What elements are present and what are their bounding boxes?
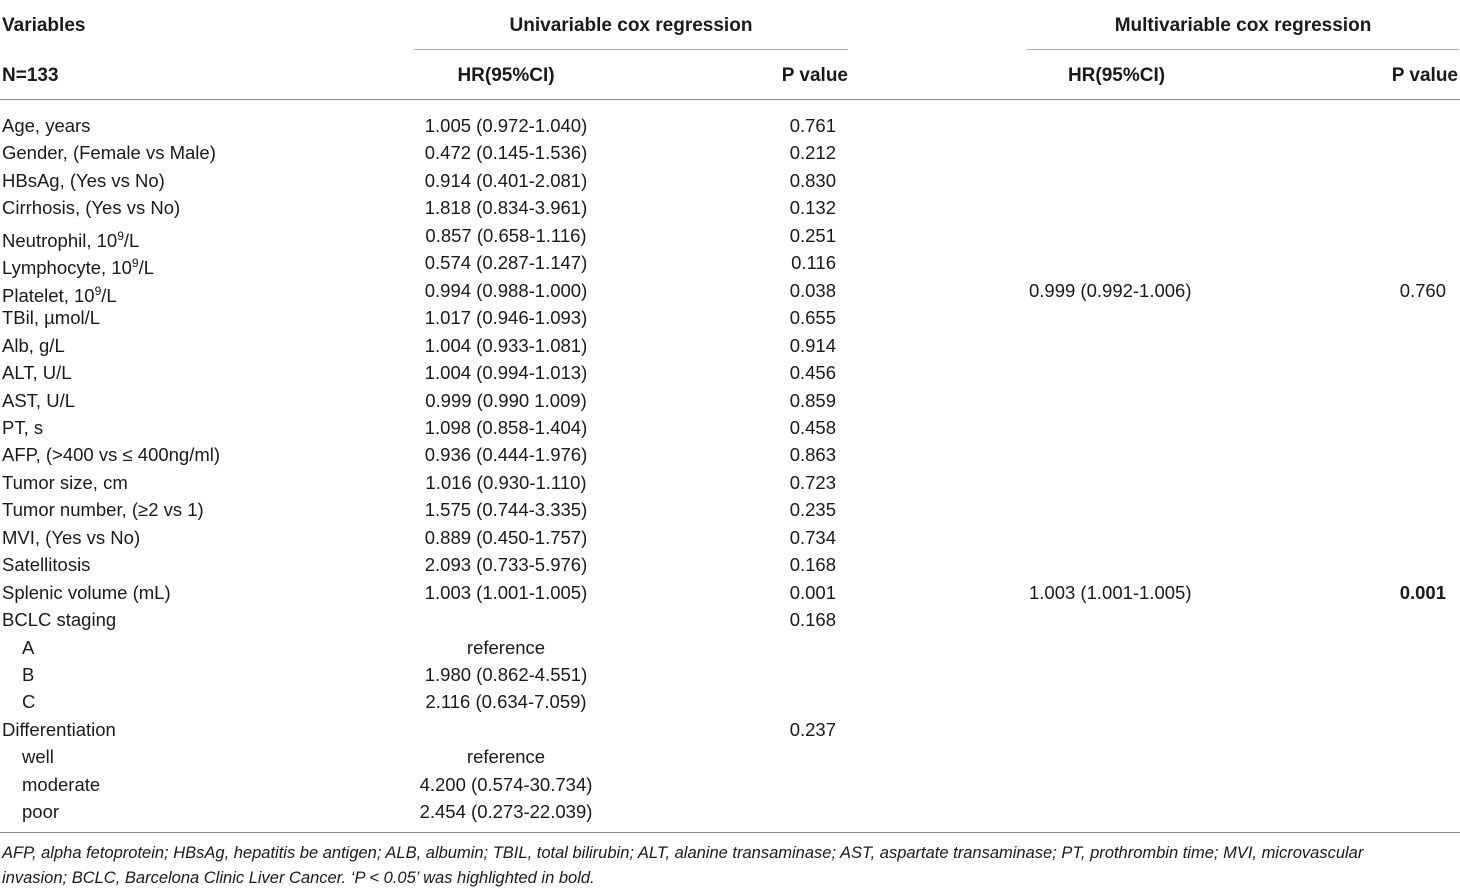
row-variable: PT, s — [2, 417, 44, 438]
row-variable: AFP, (>400 vs ≤ 400ng/ml) — [2, 444, 221, 465]
row-univariable-hr: 0.889 (0.450-1.757) — [424, 527, 588, 548]
row-univariable-hr: 0.914 (0.401-2.081) — [424, 170, 588, 191]
row-variable: Cirrhosis, (Yes vs No) — [2, 197, 181, 218]
row-variable: B — [22, 664, 35, 685]
row-variable: Satellitosis — [2, 554, 91, 575]
row-univariable-p: 0.038 — [789, 280, 836, 301]
row-univariable-hr: 0.857 (0.658-1.116) — [425, 225, 587, 246]
header-uni-p: P value — [781, 65, 848, 86]
row-univariable-p: 0.116 — [791, 252, 836, 273]
row-univariable-p: 0.235 — [789, 499, 836, 520]
row-variable: MVI, (Yes vs No) — [2, 527, 141, 548]
multivariable-underline — [1027, 49, 1459, 50]
header-multivariable: Multivariable cox regression — [1114, 15, 1372, 36]
row-univariable-p: 0.001 — [789, 582, 836, 603]
row-univariable-p: 0.458 — [789, 417, 836, 438]
row-variable: HBsAg, (Yes vs No) — [2, 170, 165, 191]
row-univariable-p: 0.723 — [789, 472, 836, 493]
row-variable: Alb, g/L — [2, 335, 65, 356]
header-variables: Variables — [2, 15, 86, 36]
row-univariable-hr: 1.016 (0.930-1.110) — [425, 472, 587, 493]
row-univariable-p: 0.132 — [789, 197, 836, 218]
row-variable: Tumor number, (≥2 vs 1) — [2, 499, 204, 520]
row-univariable-hr: 1.098 (0.858-1.404) — [424, 417, 588, 438]
row-univariable-hr: 0.936 (0.444-1.976) — [424, 444, 588, 465]
row-univariable-hr: 2.116 (0.634-7.059) — [425, 691, 587, 712]
row-univariable-p: 0.863 — [789, 444, 836, 465]
row-multivariable-hr: 0.999 (0.992-1.006) — [1029, 280, 1192, 301]
row-univariable-p: 0.212 — [789, 142, 836, 163]
row-variable: A — [22, 637, 35, 658]
row-variable: Tumor size, cm — [2, 472, 128, 493]
row-variable: Platelet, $10^9/L$ — [2, 284, 117, 307]
row-univariable-p: 0.914 — [789, 335, 836, 356]
header-univariable: Univariable cox regression — [509, 15, 753, 36]
row-variable: moderate — [22, 774, 101, 795]
row-variable: Age, years — [2, 115, 91, 136]
header-multi-p: P value — [1391, 65, 1458, 86]
row-univariable-hr: 0.472 (0.145-1.536) — [424, 142, 588, 163]
row-variable: Gender, (Female vs Male) — [2, 142, 216, 163]
row-univariable-hr: 1.004 (0.933-1.081) — [424, 335, 588, 356]
row-variable: C — [22, 691, 36, 712]
row-univariable-p: 0.761 — [789, 115, 836, 136]
row-univariable-p: 0.456 — [789, 362, 836, 383]
row-variable: ALT, U/L — [2, 362, 72, 383]
row-univariable-p: 0.830 — [789, 170, 836, 191]
row-univariable-p: 0.237 — [789, 719, 836, 740]
row-variable: poor — [22, 801, 60, 822]
row-univariable-hr: 0.994 (0.988-1.000) — [424, 280, 588, 301]
row-univariable-p: 0.734 — [789, 527, 836, 548]
row-multivariable-p: 0.760 — [1399, 280, 1446, 301]
row-univariable-hr: 1.004 (0.994-1.013) — [424, 362, 588, 383]
row-univariable-hr: reference — [466, 746, 546, 767]
row-univariable-hr: 2.093 (0.733-5.976) — [424, 554, 588, 575]
row-variable: BCLC staging — [2, 609, 117, 630]
row-univariable-hr: reference — [466, 637, 546, 658]
row-univariable-hr: 2.454 (0.273-22.039) — [419, 801, 593, 822]
row-univariable-hr: 0.574 (0.287-1.147) — [424, 252, 588, 273]
footnote-line-2: invasion; BCLC, Barcelona Clinic Liver Cancer. ‘P < 0.05’ was highlighted in bold. — [2, 869, 595, 887]
row-univariable-hr: 1.980 (0.862-4.551) — [424, 664, 588, 685]
row-univariable-hr: 0.999 (0.990 1.009) — [425, 390, 587, 411]
row-variable: Differentiation — [2, 719, 116, 740]
header-n: N=133 — [2, 65, 59, 86]
row-univariable-hr: 1.003 (1.001-1.005) — [424, 582, 588, 603]
row-univariable-hr: 1.575 (0.744-3.335) — [424, 499, 588, 520]
row-variable: well — [22, 746, 54, 767]
table-bottom-rule — [0, 832, 1460, 833]
row-univariable-p: 0.859 — [789, 390, 836, 411]
row-univariable-hr: 4.200 (0.574-30.734) — [419, 774, 593, 795]
header-multi-hr: HR(95%CI) — [1067, 65, 1166, 86]
footnote-line-1: AFP, alpha fetoprotein; HBsAg, hepatitis be antigen; ALB, albumin; TBIL, total bilirubin; ALT, alanine transaminase; AST, aspartate transaminase; PT, prothrombin time; MVI, microvascular — [2, 844, 1364, 862]
header-uni-hr: HR(95%CI) — [457, 65, 555, 86]
row-variable: Lymphocyte, $10^9/L$ — [2, 256, 155, 279]
row-univariable-hr: 1.005 (0.972-1.040) — [424, 115, 588, 136]
univariable-underline — [414, 49, 848, 50]
row-univariable-hr: 1.818 (0.834-3.961) — [424, 197, 588, 218]
header-bottom-rule — [0, 99, 1460, 100]
row-univariable-p: 0.168 — [789, 609, 836, 630]
row-univariable-hr: 1.017 (0.946-1.093) — [424, 307, 588, 328]
row-multivariable-p: 0.001 — [1399, 582, 1446, 603]
row-univariable-p: 0.168 — [789, 554, 836, 575]
row-univariable-p: 0.655 — [789, 307, 836, 328]
row-variable: Neutrophil, $10^9/L$ — [2, 229, 140, 252]
row-variable: TBil, µmol/L — [2, 307, 101, 328]
footnote — [2, 841, 1458, 891]
row-multivariable-hr: 1.003 (1.001-1.005) — [1029, 582, 1192, 603]
row-variable: Splenic volume (mL) — [2, 582, 171, 603]
row-variable: AST, U/L — [2, 390, 75, 411]
row-univariable-p: 0.251 — [789, 225, 836, 246]
